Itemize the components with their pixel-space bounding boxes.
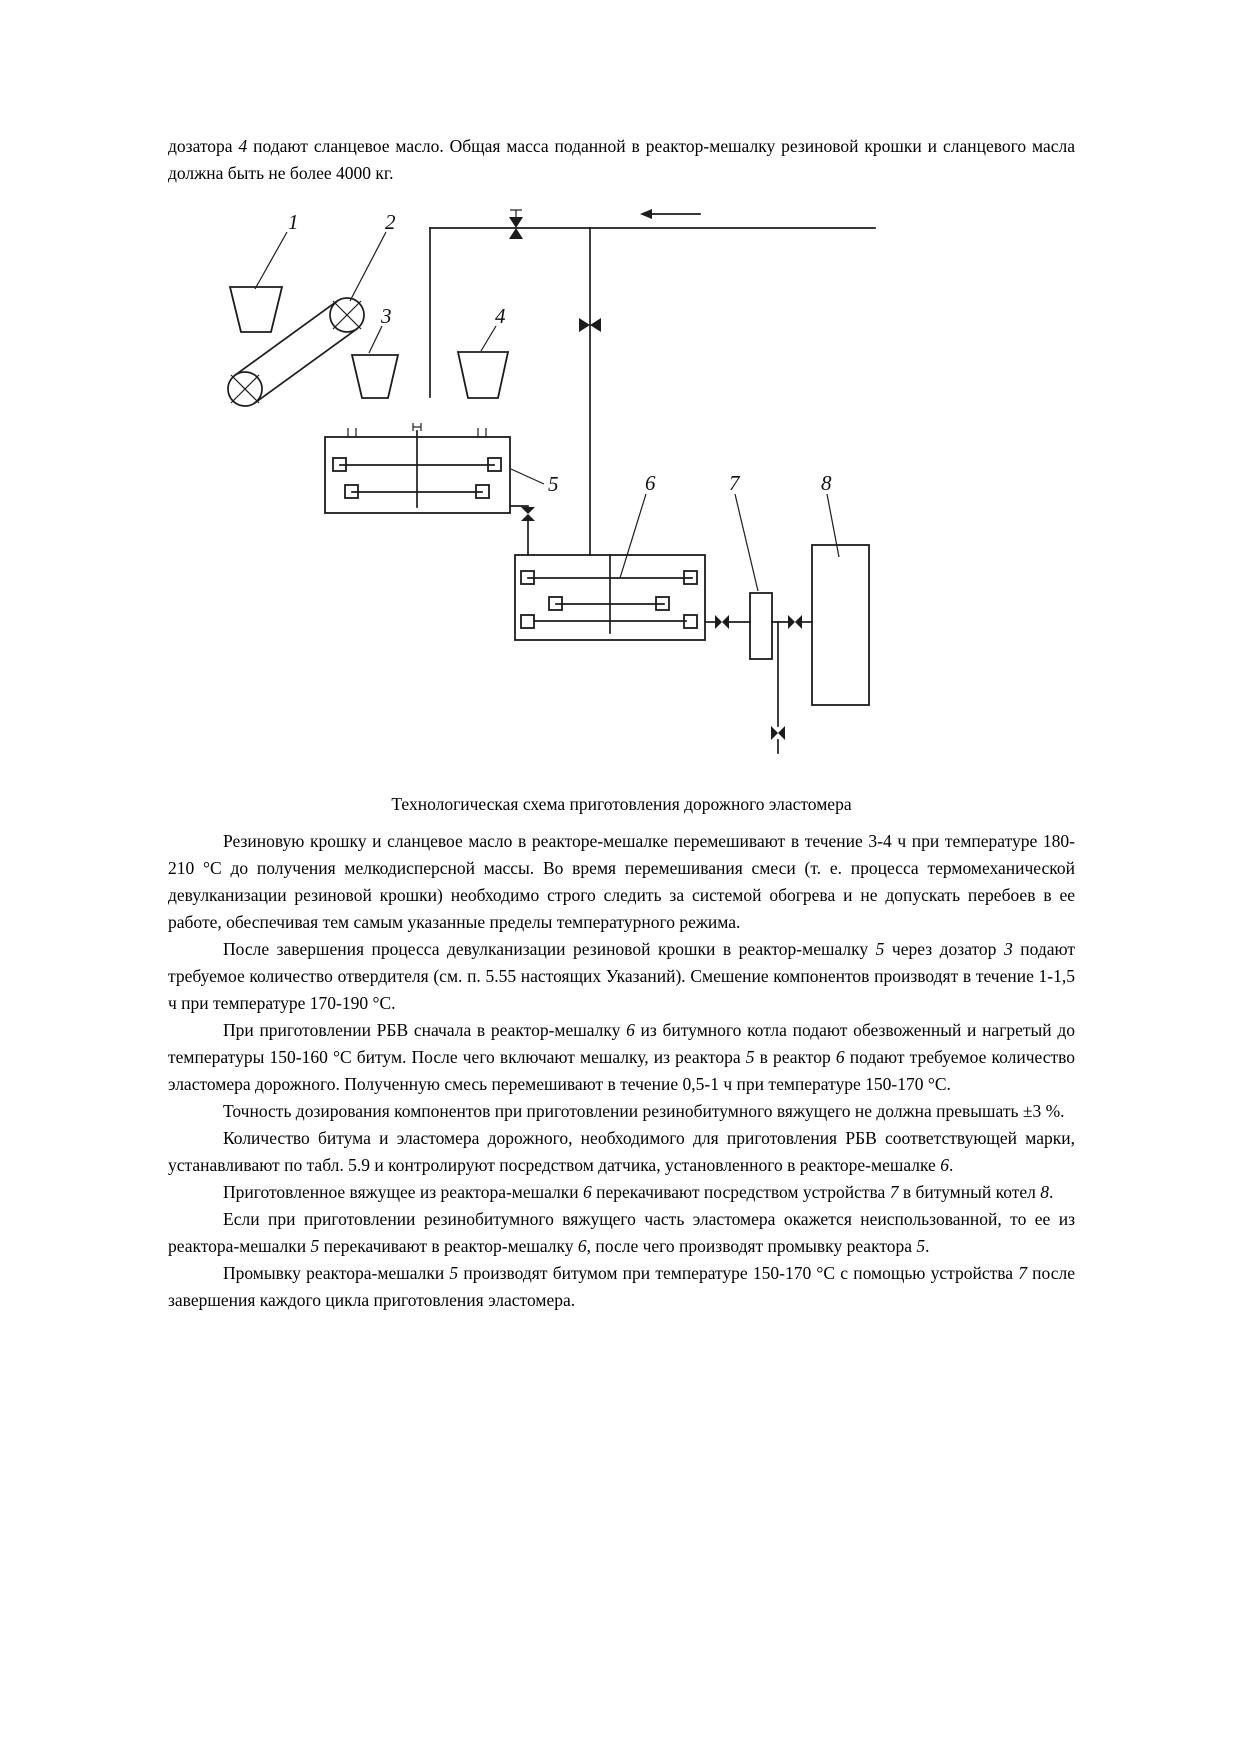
diagram-label-8: 8: [821, 471, 832, 495]
diagram-label-1: 1: [288, 210, 299, 234]
diagram-label-7: 7: [729, 471, 740, 495]
reactor-mixer-5: [325, 423, 510, 513]
top-pipeline: [430, 228, 875, 555]
paragraph-6: Приготовленное вяжущее из реактора-мешалки 6 перекачивают посредством устройства 7 в битумный котел 8.: [223, 1182, 1054, 1202]
process-diagram-svg: [160, 205, 1100, 765]
diagram-label-5: 5: [548, 472, 559, 496]
paragraph-4: Точность дозирования компонентов при приготовлении резинобитумного вяжущего не должна превышать ±3 %.: [223, 1101, 1065, 1121]
conveyor-2: [228, 298, 364, 406]
drain-pipe: [771, 622, 785, 753]
figure-caption: Технологическая схема приготовления дорожного эластомера: [391, 794, 852, 814]
pump-device-7: [750, 593, 772, 659]
flow-arrow-icon: [640, 209, 700, 219]
process-diagram: [160, 205, 1075, 765]
hopper-3: [352, 355, 398, 398]
paragraph-7: Если при приготовлении резинобитумного вяжущего часть эластомера окажется неиспользованной, то ее из реактора-мешалки 5 перекачивают в реактор-мешалку 6, после чего производят промывку реактора 5.: [168, 1209, 1075, 1256]
paragraph-3: При приготовлении РБВ сначала в реактор-мешалку 6 из битумного котла подают обезвоженный и нагретый до температуры 150-160 °С битум. После чего включают мешалку, из реактора 5 в реактор 6 подают требуемое количество эластомера дорожного. Полученную смесь перемешивают в течение 0,5-1 ч при температуре 150-170 °С.: [168, 1020, 1076, 1094]
pipe-5-to-6: [510, 506, 535, 555]
bitumen-boiler-8: [812, 545, 869, 705]
hopper-4: [458, 352, 508, 398]
diagram-label-6: 6: [645, 471, 656, 495]
reactor-mixer-6: [515, 555, 705, 640]
leader-lines: [255, 232, 839, 591]
diagram-label-4: 4: [495, 304, 506, 328]
paragraph-2: После завершения процесса девулканизации резиновой крошки в реактор-мешалку 5 через дозатор 3 подают требуемое количество отвердителя (см. п. 5.55 настоящих Указаний). Смешение компонентов производят в течение 1-1,5 ч при температуре 170-190 °С.: [168, 939, 1075, 1013]
pipe-6-to-8: [705, 615, 812, 629]
intro-paragraph: дозатора 4 подают сланцевое масло. Общая масса поданной в реактор-мешалку резиновой крошки и сланцевого масла должна быть не более 4000 кг.: [168, 136, 1075, 183]
paragraph-1: Резиновую крошку и сланцевое масло в реакторе-мешалке перемешивают в течение 3-4 ч при температуре 180-210 °С до получения мелкодисперсной массы. Во время перемешивания смеси (т. е. процесса термомеханической девулканизации резиновой крошки) необходимо строго следить за системой обогрева и не допускать перебоев в ее работе, обеспечивая тем самым указанные пределы температурного режима.: [168, 831, 1075, 932]
hopper-1: [230, 287, 282, 332]
diagram-label-3: 3: [381, 304, 392, 328]
diagram-label-2: 2: [385, 210, 396, 234]
valve-top-icon: [509, 210, 523, 239]
paragraph-5: Количество битума и эластомера дорожного, необходимого для приготовления РБВ соответствующей марки, устанавливают по табл. 5.9 и контролируют посредством датчика, установленного в реакторе-мешалке 6.: [168, 1128, 1075, 1175]
paragraph-8: Промывку реактора-мешалки 5 производят битумом при температуре 150-170 °С с помощью устройства 7 после завершения каждого цикла приготовления эластомера.: [168, 1263, 1075, 1310]
